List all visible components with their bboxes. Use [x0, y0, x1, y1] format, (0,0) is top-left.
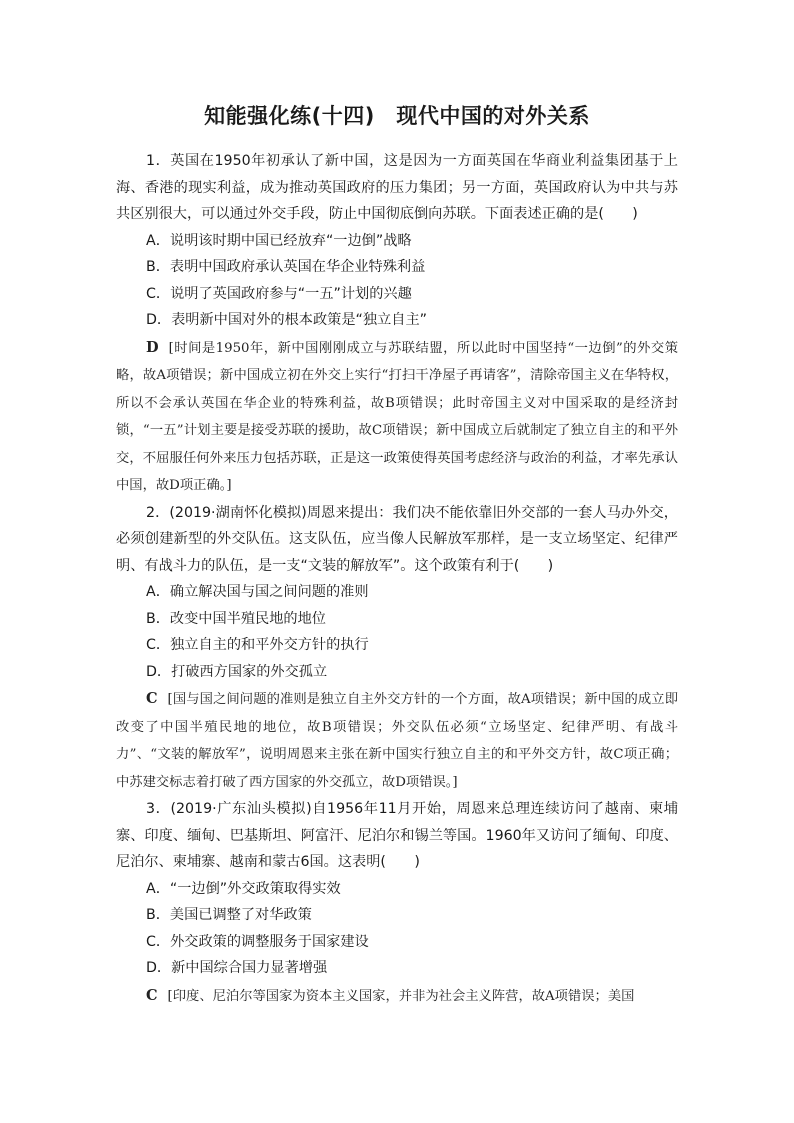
question-block-2: [116, 500, 678, 797]
question-stem: 2．(2019·湖南怀化模拟)周恩来提出：我们决不能依靠旧外交部的一套人马办外交，必须创建新型的外交队伍。这支队伍，应当像人民解放军那样，是一支立场坚定、纪律严明、有战斗力的队伍，是一支“文装的解放军”。这个政策有利于( ): [116, 504, 678, 574]
question-block-3: [116, 796, 678, 1010]
question-stem: 3．(2019·广东汕头模拟)自1956年11月开始，周恩来总理连续访问了越南、柬埔寨、印度、缅甸、巴基斯坦、阿富汗、尼泊尔和锡兰等国。1960年又访问了缅甸、印度、尼泊尔、柬埔寨、越南和蒙古6国。这表明( ): [116, 801, 678, 870]
option-c: C．外交政策的调整服务于国家建设: [146, 933, 369, 950]
option-a: A．“一边倒”外交政策取得实效: [146, 880, 341, 897]
explanation-text: [印度、尼泊尔等国家为资本主义国家，并非为社会主义阵营，故A项错误；美国: [167, 988, 635, 1004]
questions-body: [116, 148, 678, 1010]
explanation-text: [时间是1950年，新中国刚刚成立与苏联结盟，所以此时中国坚持“一边倒”的外交策略，故A项错误；新中国成立初在外交上实行“打扫干净屋子再请客”，清除帝国主义在华特权，所以不会承认英国在华企业的特殊利益，故B项错误；此时帝国主义对中国采取的是经济封锁，“一五”计划主要是接受苏联的援助，故C项错误；新中国成立后就制定了独立自主的和平外交，不屈服任何外来压力包括苏联，正是这一政策使得英国考虑经济与政治的利益，才率先承认中国，故D项正确。]: [116, 340, 678, 493]
option-d: D．表明新中国对外的根本政策是“独立自主”: [146, 312, 428, 328]
page-title: 知能强化练(十四) 现代中国的对外关系: [204, 104, 590, 128]
option-a: A．确立解决国与国之间问题的准则: [146, 584, 369, 600]
question-stem: 1．英国在1950年初承认了新中国，这是因为一方面英国在华商业利益集团基于上海、香港的现实利益，成为推动英国政府的压力集团；另一方面，英国政府认为中共与苏共区别很大，可以通过外交手段，防止中国彻底倒向苏联。下面表述正确的是( ): [116, 153, 678, 222]
option-b: B．表明中国政府承认英国在华企业特殊利益: [146, 259, 426, 275]
question-block-1: [116, 148, 678, 500]
answer-explanation: [116, 334, 678, 500]
option-b: B．美国已调整了对华政策: [146, 907, 312, 923]
answer-explanation: [116, 982, 678, 1011]
answer-key: C: [146, 986, 158, 1004]
option-c: C．独立自主的和平外交方针的执行: [146, 637, 369, 653]
answer-key: C: [146, 690, 158, 707]
answer-key: D: [146, 338, 159, 356]
option-a: A．说明该时期中国已经放弃“一边倒”战略: [146, 232, 412, 249]
explanation-text: [国与国之间问题的准则是独立自主外交方针的一个方面，故A项错误；新中国的成立即改变了中国半殖民地的地位，故B项错误；外交队伍必须“立场坚定、纪律严明、有战斗力”、“文装的解放军”，说明周恩来主张在新中国实行独立自主的和平外交方针，故C项正确；中苏建交标志着打破了西方国家的外交孤立，故D项错误。]: [116, 692, 678, 790]
option-d: D．新中国综合国力显著增强: [146, 960, 328, 976]
option-d: D．打破西方国家的外交孤立: [146, 663, 328, 680]
option-c: C．说明了英国政府参与“一五”计划的兴趣: [146, 285, 412, 302]
answer-explanation: [116, 685, 678, 796]
option-b: B．改变中国半殖民地的地位: [146, 610, 326, 627]
